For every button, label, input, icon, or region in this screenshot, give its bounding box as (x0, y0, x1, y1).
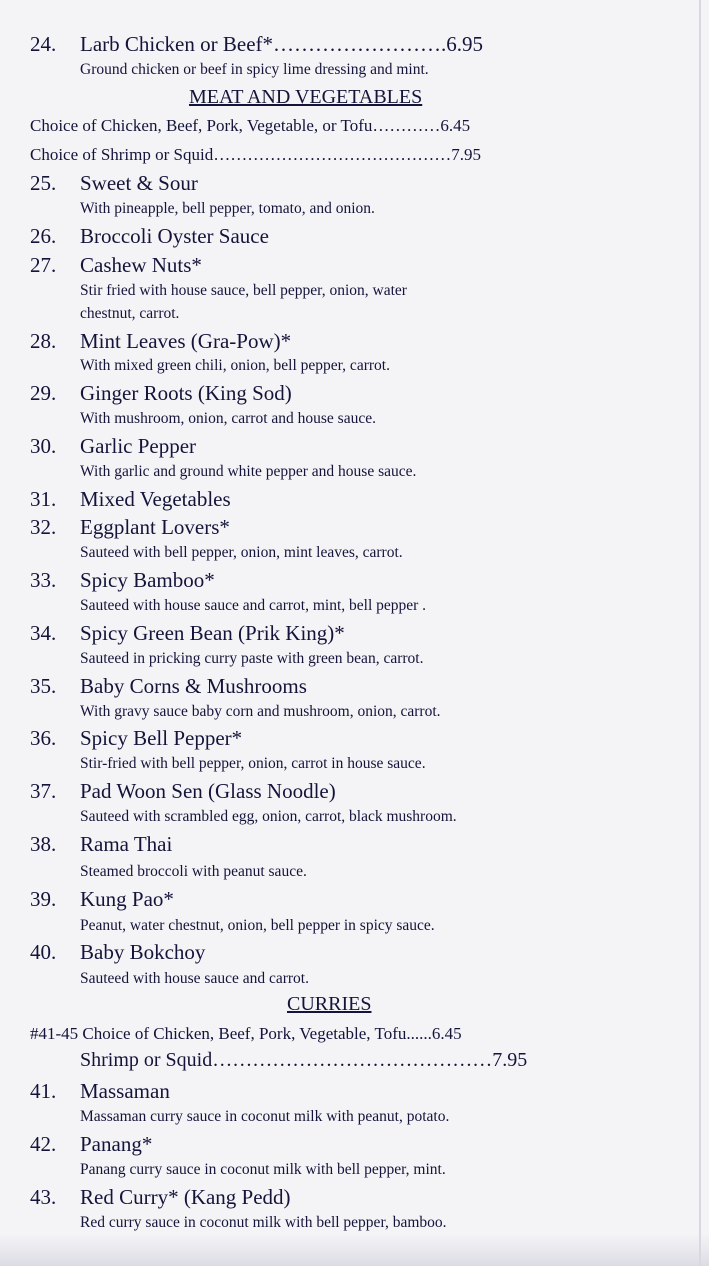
menu-item-24 (30, 32, 56, 56)
item-number: 34. (30, 621, 57, 645)
item-number: 42. (30, 1132, 57, 1156)
item-name: Panang* (80, 1132, 153, 1156)
item-description: With pineapple, bell pepper, tomato, and onion. (80, 200, 375, 217)
item-name: Spicy Bell Pepper* (80, 726, 243, 750)
item-name: Pad Woon Sen (Glass Noodle) (80, 779, 336, 803)
item-number: 30. (30, 434, 57, 458)
item-name: Baby Corns & Mushrooms (80, 674, 307, 698)
choice-line: Shrimp or Squid……………………………………7.95 (80, 1049, 528, 1071)
item-number: 41. (30, 1079, 57, 1103)
item-description-cont: chestnut, carrot. (80, 305, 180, 322)
item-description: Steamed broccoli with peanut sauce. (80, 863, 307, 880)
item-name: Spicy Green Bean (Prik King)* (80, 621, 345, 645)
item-number: 43. (30, 1185, 57, 1209)
section-heading-meat-vegetables: MEAT AND VEGETABLES (189, 86, 423, 108)
item-number: 29. (30, 381, 57, 405)
item-number: 28. (30, 329, 57, 353)
item-name: Red Curry* (Kang Pedd) (80, 1185, 291, 1209)
page-fold (699, 0, 701, 1266)
choice-line: Choice of Shrimp or Squid……………………………………7.95 (30, 145, 481, 164)
item-number: 31. (30, 487, 57, 511)
item-name: Baby Bokchoy (80, 940, 206, 964)
item-description: Stir-fried with bell pepper, onion, carrot in house sauce. (80, 755, 426, 772)
item-name: Ginger Roots (King Sod) (80, 381, 292, 405)
item-description: Ground chicken or beef in spicy lime dressing and mint. (80, 61, 429, 78)
item-number: 24. (30, 32, 57, 56)
item-name: Garlic Pepper (80, 434, 197, 458)
item-name: Kung Pao* (80, 887, 174, 911)
item-number: 25. (30, 171, 57, 195)
item-name: Cashew Nuts* (80, 253, 202, 277)
item-number: 32. (30, 515, 57, 539)
item-name: Rama Thai (80, 832, 173, 856)
item-description: With gravy sauce baby corn and mushroom, onion, carrot. (80, 703, 441, 720)
item-description: With mixed green chili, onion, bell pepper, carrot. (80, 357, 390, 374)
item-number: 40. (30, 940, 57, 964)
item-description: Sauteed with house sauce and carrot. (80, 970, 309, 987)
item-description: Sauteed in pricking curry paste with green bean, carrot. (80, 650, 424, 667)
item-number: 33. (30, 568, 57, 592)
item-description: Panang curry sauce in coconut milk with bell pepper, mint. (80, 1161, 446, 1178)
item-number: 35. (30, 674, 57, 698)
page-bottom-shadow (0, 1234, 709, 1266)
choice-line: Choice of Chicken, Beef, Pork, Vegetable, or Tofu…………6.45 (30, 116, 471, 135)
item-number: 26. (30, 224, 57, 248)
item-number: 36. (30, 726, 57, 750)
choice-line: #41-45 Choice of Chicken, Beef, Pork, Vegetable, Tofu......6.45 (30, 1024, 462, 1043)
item-name: Larb Chicken or Beef*…………………….6.95 (80, 32, 484, 56)
item-name: Broccoli Oyster Sauce (80, 224, 269, 248)
item-name: Massaman (80, 1079, 170, 1103)
item-description: With garlic and ground white pepper and house sauce. (80, 463, 417, 480)
item-description: Stir fried with house sauce, bell pepper, onion, water (80, 282, 407, 299)
item-name: Mint Leaves (Gra-Pow)* (80, 329, 292, 353)
item-description: Massaman curry sauce in coconut milk with peanut, potato. (80, 1108, 450, 1125)
item-description: Sauteed with bell pepper, onion, mint leaves, carrot. (80, 544, 403, 561)
item-name: Spicy Bamboo* (80, 568, 215, 592)
item-description: Sauteed with scrambled egg, onion, carrot, black mushroom. (80, 808, 457, 825)
item-number: 39. (30, 887, 57, 911)
item-number: 38. (30, 832, 57, 856)
item-number: 27. (30, 253, 57, 277)
item-description: Red curry sauce in coconut milk with bell pepper, bamboo. (80, 1214, 447, 1231)
item-description: Sauteed with house sauce and carrot, mint, bell pepper . (80, 597, 427, 614)
item-name: Eggplant Lovers* (80, 515, 230, 539)
item-number: 37. (30, 779, 57, 803)
item-description: With mushroom, onion, carrot and house sauce. (80, 410, 376, 427)
item-description: Peanut, water chestnut, onion, bell pepper in spicy sauce. (80, 917, 435, 934)
item-name: Mixed Vegetables (80, 487, 231, 511)
item-name: Sweet & Sour (80, 171, 198, 195)
section-heading-curries: CURRIES (287, 993, 372, 1015)
